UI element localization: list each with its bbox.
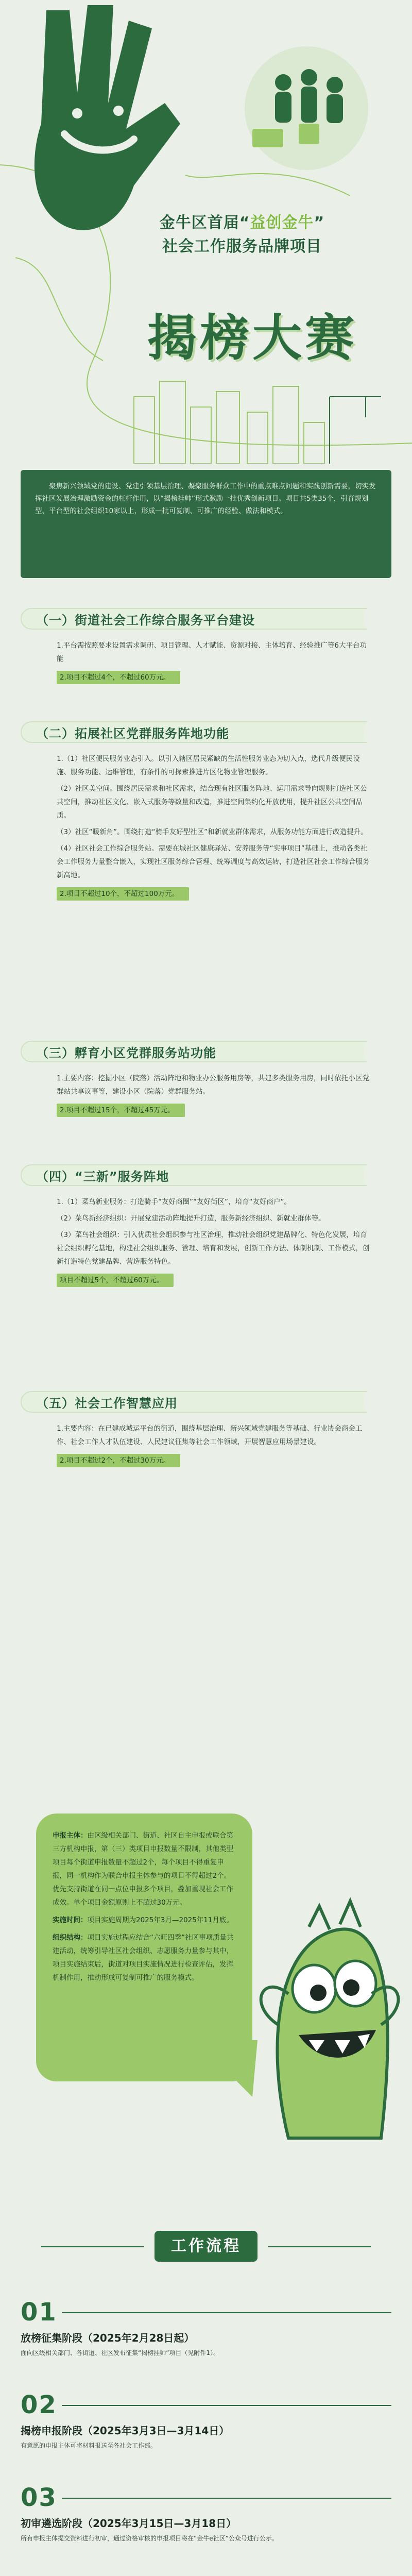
intro-card: [21, 470, 391, 578]
hero-title-line2: 社会工作服务品牌项目: [162, 238, 322, 256]
step-2-desc: 有意愿的申报主体可将材料报送至各社会工作部。: [21, 2442, 157, 2449]
section-4-body: [21, 1186, 391, 1287]
bubble-apply: [53, 1829, 236, 1909]
section-5-highlight: 2.项目不超过2个，不超过30万元。: [57, 1454, 180, 1467]
section-2: [21, 721, 391, 901]
step-3-desc: 所有申报主体提交资料进行初审，通过资格审核的申报项目将在“金牛e社区”公众号进行公示。: [21, 2535, 278, 2542]
workflow-rule-left: [41, 2246, 144, 2247]
section-3-body: [21, 1062, 391, 1117]
step-2-number: 02: [21, 2391, 57, 2419]
section-1-paragraph-1: 1.平台需按照要求设置需求调研、项目管理、人才赋能、资源对接、主体培育、经验推广等6大平台功能: [57, 641, 367, 663]
section-5-circle: [364, 1384, 400, 1420]
people-illustration-icon: [221, 21, 391, 185]
step-2-title: 揭榜申报阶段（2025年3月3日—3月14日）: [21, 2425, 230, 2437]
section-1-header: [21, 608, 391, 630]
section-2-paragraph-3: （3）社区“暖新角”。围绕打造“骑手友好型社区”和新就业群体需求，从服务功能方面进行改造提升。: [57, 828, 368, 836]
hero-title-line1: [98, 211, 386, 235]
hero-title: [98, 211, 386, 259]
section-2-paragraph-1: 1.（1）社区便民服务业态引入。以引入辖区居民紧缺的生活性服务业态为切入点，选代升级便民设施、服务功能、运维管理，有条件的可探索推进片区化物业管理服务。: [57, 755, 360, 776]
section-4-paragraph-2: （2）菜鸟新经济组织：开展党建活动阵地提升打造，服务新经济组织、新就业群体等。: [57, 1214, 325, 1223]
bubble-time-text: 项目实施周期为2025年3月—2025年11月底。: [87, 1916, 233, 1924]
step-2-rule: [62, 2405, 391, 2406]
bubble-org-label: 组织结构：: [53, 1934, 88, 1942]
section-4: [21, 1164, 391, 1287]
section-5-paragraph-1: 1.主要内容：在已建成城运平台的街道，围绕基层治理、新兴领域党建服务等基础、行业协会商会工作、社会工作人才队伍建设、人民建议征集等社会工作领域，开展智慧应用场景建设。: [57, 1425, 363, 1446]
section-1: [21, 608, 391, 684]
section-4-highlight: 项目不超过5个，不超过60万元。: [57, 1274, 174, 1287]
step-1-desc: 面向区级相关部门、各街道、社区发布征集“揭榜挂帅”项目（见附件1）。: [21, 2349, 220, 2357]
section-3-circle: [364, 1033, 400, 1070]
section-4-paragraph-1: 1.（1）菜鸟新业服务：打造骑手“友好商圈”“友好街区”，培育“友好商户”。: [57, 1198, 291, 1206]
section-3-highlight: 2.项目不超过15个，不超过45万元。: [57, 1104, 185, 1117]
section-2-highlight: 2.项目不超过10个，不超过100万元。: [57, 887, 189, 901]
section-2-title: （二）拓展社区党群服务阵地功能: [36, 726, 229, 741]
section-4-circle: [364, 1157, 400, 1193]
section-3-header: [21, 1041, 391, 1062]
section-5-header: [21, 1391, 391, 1413]
section-2-circle: [364, 714, 400, 750]
section-2-paragraph-2: （2）社区美空间。围绕居民需求和社区需求，结合现有社区服务阵地、运用需求导向规则打造社区公共空间，推动社区文化、嵌入式服务等数量和改造，推进空间集约化开放使用，提升社区公共空间品质。: [57, 785, 367, 820]
workflow-title: 工作流程: [154, 2231, 258, 2262]
workflow-step-2: [21, 2391, 391, 2451]
step-1-title: 放榜征集阶段（2025年2月28日起）: [21, 2332, 195, 2344]
step-3-title: 初审遴选阶段（2025年3月15日—3月18日）: [21, 2517, 237, 2530]
section-4-title: （四）“三新”服务阵地: [36, 1169, 169, 1184]
section-1-circle: [364, 601, 400, 637]
workflow-header: [0, 2221, 412, 2272]
bubble-tail-icon: [196, 2040, 258, 2102]
section-1-highlight: 2.项目不超过4个，不超过60万元。: [57, 671, 180, 684]
section-3: [21, 1041, 391, 1117]
step-1-rule: [62, 2312, 391, 2313]
workflow-step-1: [21, 2298, 391, 2358]
city-skyline-icon: [103, 361, 402, 464]
section-2-header: [21, 721, 391, 743]
bubble-org-text: 项目实施过程应结合“六旺四季”社区事项质量共建活动，统筹引导社区社会组织、志愿服务力量参与其中，项目实施结束后，街道对项目实施情况进行检查评估，发挥机制作用，推动形成可复制可推广的服务模式。: [53, 1934, 234, 1982]
workflow-rule-right: [268, 2246, 371, 2247]
intro-text: 聚焦新兴领域党的建设、党建引领基层治理、凝聚服务群众工作中的重点难点问题和实践创新需要，切实发挥社区发展治理激励资金的杠杆作用，以“揭榜挂帅”形式激励一批优秀创新项目。项目共5类35个，引育规划型、平台型的社会组织10家以上，形成一批可复制、可推广的经验、做法和模式。: [35, 482, 376, 515]
hero-title-prefix: 金牛区首届“: [159, 214, 250, 232]
section-4-paragraph-3: （3）菜鸟社会组织：引入优质社会组织参与社区治理，推动社会组织党建品牌化、特色化发展，培育社会组织孵化基地，构建社会组织服务、管理、培育和发展，创新工作方法、体制机制、工作模式，创新打造特色党建品牌、营造服务特色。: [57, 1231, 370, 1266]
section-5-body: [21, 1413, 391, 1467]
section-2-body: [21, 743, 391, 901]
step-3-rule: [62, 2498, 391, 2499]
section-1-title: （一）街道社会工作综合服务平台建设: [36, 613, 255, 628]
section-2-paragraph-4: （4）社区社会工作综合服务站。需要在城社区健康驿站、安养服务等“实事项目”基础上，推动各类社会工作服务力量整合嵌入，实现社区服务综合管理、统筹调度与高效运转，打造社区社会工作综合服务新高地。: [57, 844, 370, 879]
bubble-apply-text: 由区级相关部门、街道、社区自主申报或联合第三方机构申报，第（三）类项目申报数量不限制，其他类型项目每个街道申报数量不超过2个，每个项目不得重复申报，同一机构作为联合申报主体参与的项目不得超过2个。优先支持街道在同一点位申报多个项目，叠加重现社会工作成效。单个项目金额原则上不超过30万元。: [53, 1832, 233, 1907]
hero-big-title: 揭榜大赛: [147, 309, 357, 367]
section-4-header: [21, 1164, 391, 1186]
section-3-paragraph-1: 1.主要内容：挖掘小区（院落）活动阵地和物业办公服务用房等，共建多类服务用房，同时依托小区党群站共享议事等，建设小区（院落）党群服务站。: [57, 1074, 369, 1096]
hero-section: [0, 0, 412, 489]
bubble-org: [53, 1931, 236, 1985]
bubble-time-label: 实施时间：: [53, 1916, 88, 1924]
bubble-time: [53, 1913, 236, 1927]
section-5: [21, 1391, 391, 1467]
bubble-apply-label: 申报主体：: [53, 1832, 88, 1840]
hero-title-accent: 益创金牛: [250, 214, 314, 232]
section-5-title: （五）社会工作智慧应用: [36, 1396, 178, 1411]
section-1-body: [21, 630, 391, 684]
step-3-number: 03: [21, 2483, 57, 2512]
workflow-step-3: [21, 2483, 391, 2544]
section-3-title: （三）孵育小区党群服务站功能: [36, 1045, 216, 1060]
monster-mascot-icon: [258, 1870, 402, 2148]
step-1-number: 01: [21, 2298, 57, 2327]
hero-title-suffix: ”: [314, 214, 325, 232]
